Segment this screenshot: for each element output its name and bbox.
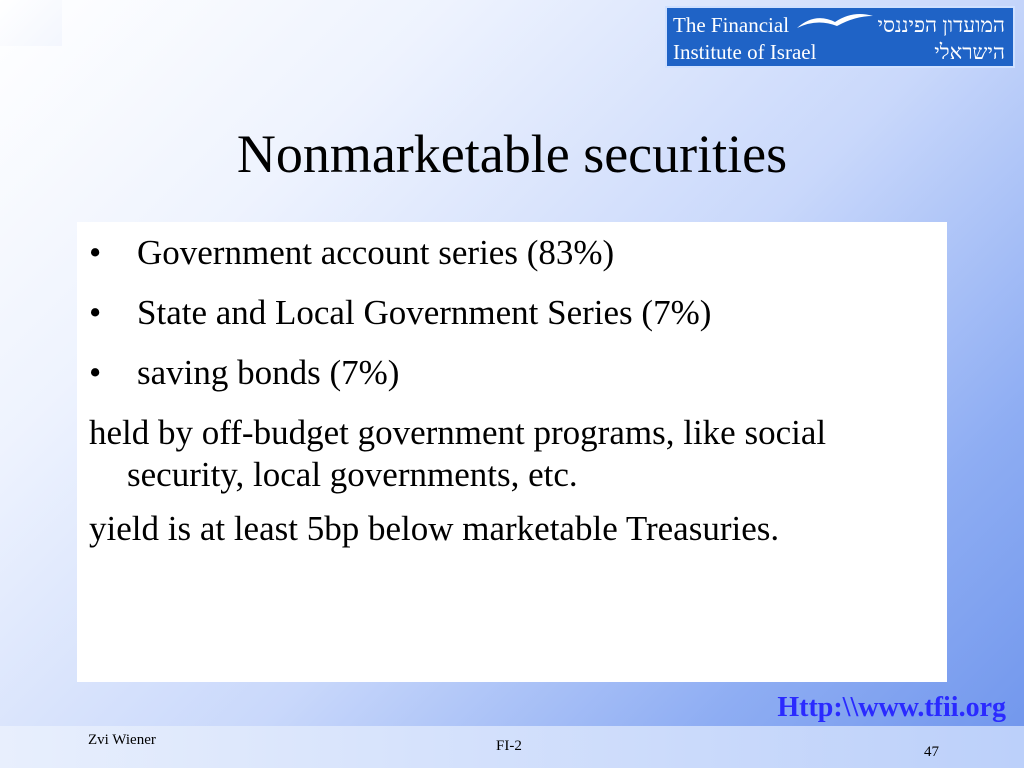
paragraph-yield: yield is at least 5bp below marketable Treasuries.	[89, 509, 780, 548]
footer-course: FI-2	[496, 738, 522, 754]
page-number: 47	[924, 744, 939, 760]
logo-english-line-1: The Financial	[673, 13, 790, 37]
logo-hebrew-line-1: המועדון הפיננסי	[877, 13, 1005, 37]
bullet-text: State and Local Government Series (7%)	[137, 293, 712, 332]
slide-title: Nonmarketable securities	[236, 124, 788, 184]
bullet-item	[89, 352, 937, 394]
corner-decoration	[0, 0, 62, 46]
bullet-text: saving bonds (7%)	[137, 353, 400, 392]
institute-logo	[665, 6, 1015, 68]
bullet-item	[89, 292, 937, 334]
bullet-icon: •	[89, 293, 102, 332]
website-link[interactable]: Http:\\www.tfii.org	[777, 692, 1006, 723]
bullet-item	[89, 232, 937, 274]
logo-hebrew-line-2: הישראלי	[934, 40, 1005, 64]
seagull-icon	[795, 8, 875, 36]
logo-english-line-2: Institute of Israel	[673, 40, 817, 64]
content-box	[77, 222, 947, 682]
paragraph-held-by: held by off-budget government programs, like social security, local governments, etc.	[89, 413, 827, 494]
bullet-icon: •	[89, 233, 102, 272]
footer-author: Zvi Wiener	[88, 732, 156, 748]
bullet-icon: •	[89, 353, 102, 392]
bullet-list	[89, 232, 937, 394]
bullet-text: Government account series (83%)	[137, 233, 615, 272]
